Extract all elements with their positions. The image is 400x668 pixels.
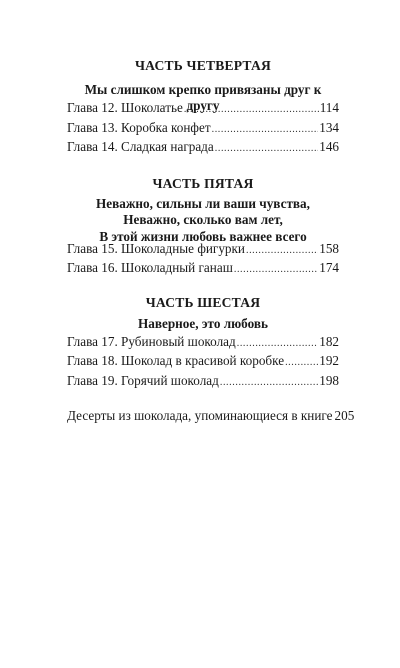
toc-entry-label: Глава 17. Рубиновый шоколад [67, 334, 236, 349]
toc-entry-page: 158 [319, 241, 339, 256]
dot-leader [184, 101, 319, 119]
toc-entry-page: 146 [319, 139, 339, 154]
toc-entry-page: 192 [319, 353, 339, 368]
toc-entry-page: 174 [319, 260, 339, 275]
toc-entry-label: Глава 15. Шоколадные фигурки [67, 241, 245, 256]
toc-entry-label: Глава 16. Шоколадный ганаш [67, 260, 233, 275]
toc-entry [67, 119, 339, 137]
toc-entry-page: 198 [319, 373, 339, 388]
toc-entry [67, 99, 339, 117]
dot-leader [285, 354, 318, 372]
part-subtitle: Неважно, сколько вам лет, [123, 212, 283, 227]
toc-entry-page: 182 [319, 334, 339, 349]
dot-leader [234, 261, 318, 279]
dot-leader [215, 140, 318, 158]
toc-entry [67, 352, 339, 370]
part-title: ЧАСТЬ ПЯТАЯ [152, 176, 254, 191]
part-subtitle: Наверное, это любовь [138, 316, 268, 331]
dot-leader [212, 121, 319, 139]
toc-entry [67, 240, 339, 258]
part-title: ЧАСТЬ ШЕСТАЯ [145, 295, 261, 310]
toc-entry-label: Глава 19. Горячий шоколад [67, 373, 219, 388]
part-subtitle: Мы слишком крепко привязаны друг к другу [84, 82, 322, 113]
toc-entry-label: Глава 14. Сладкая награда [67, 139, 214, 154]
part-subtitle: Неважно, сильны ли ваши чувства, [96, 196, 310, 211]
toc-entry-page: 134 [319, 120, 339, 135]
toc-entry-label: Глава 12. Шоколатье [67, 100, 183, 115]
dot-leader [246, 242, 318, 260]
toc-entry-label: Десерты из шоколада, упоминающиеся в книге [67, 408, 333, 423]
part-title: ЧАСТЬ ЧЕТВЕРТАЯ [134, 58, 272, 73]
toc-entry [67, 259, 339, 277]
toc-entry [67, 138, 339, 156]
toc-entry [67, 372, 339, 390]
toc-entry-page: 205 [334, 408, 355, 423]
toc-entry-page: 114 [319, 100, 339, 115]
toc-entry [67, 333, 339, 351]
toc-entry-label: Глава 13. Коробка конфет [67, 120, 211, 135]
dot-leader [220, 374, 318, 392]
toc-entry-label: Глава 18. Шоколад в красивой коробке [67, 353, 285, 368]
part-subtitle: В этой жизни любовь важнее всего [99, 229, 307, 244]
appendix-entry [67, 407, 355, 425]
dot-leader [237, 335, 319, 353]
